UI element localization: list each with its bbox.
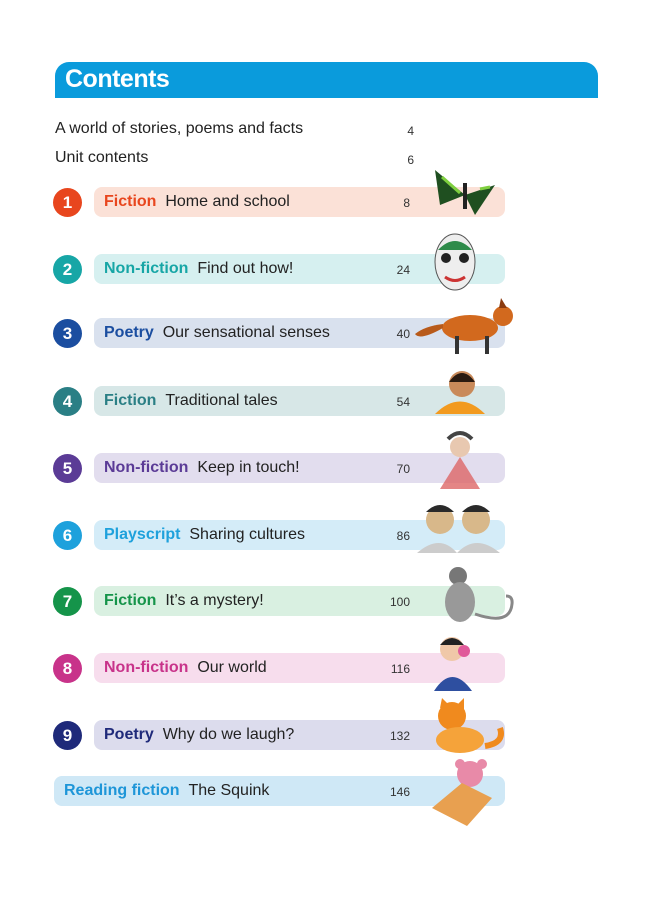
unit-title: Why do we laugh? bbox=[162, 726, 295, 743]
intro-item-page: 4 bbox=[407, 124, 414, 138]
squink-illustration bbox=[422, 758, 502, 833]
unit-genre: Non-fiction Keep in touch! bbox=[104, 459, 300, 476]
page-title: Contents bbox=[65, 65, 170, 93]
unit-genre: Fiction Traditional tales bbox=[104, 392, 278, 409]
contents-header bbox=[55, 62, 598, 98]
unit-number-badge: 7 bbox=[53, 587, 82, 616]
fox-illustration bbox=[415, 296, 525, 361]
unit-title: Our world bbox=[197, 659, 267, 676]
unit-title: Home and school bbox=[165, 193, 290, 210]
puppets-illustration bbox=[412, 498, 502, 558]
boy-headphones-illustration bbox=[430, 631, 480, 696]
unit-page: 70 bbox=[396, 462, 410, 476]
monkey-illustration bbox=[430, 564, 520, 634]
unit-title: Traditional tales bbox=[165, 392, 278, 409]
unit-page: 116 bbox=[390, 662, 410, 676]
unit-title: Sharing cultures bbox=[189, 526, 305, 543]
unit-page: 86 bbox=[396, 529, 410, 543]
unit-number-badge: 9 bbox=[53, 721, 82, 750]
unit-genre: Fiction Home and school bbox=[104, 193, 290, 210]
unit-title: Find out how! bbox=[197, 260, 294, 277]
unit-number-badge: 2 bbox=[53, 255, 82, 284]
unit-genre: Fiction It’s a mystery! bbox=[104, 592, 264, 609]
unit-number-badge: 8 bbox=[53, 654, 82, 683]
butterfly-illustration bbox=[430, 165, 500, 230]
unit-number-badge: 5 bbox=[53, 454, 82, 483]
doll-illustration bbox=[430, 431, 490, 496]
unit-title: The Squink bbox=[188, 782, 270, 799]
unit-page: 40 bbox=[396, 327, 410, 341]
unit-number-badge: 6 bbox=[53, 521, 82, 550]
unit-genre: Non-fiction Our world bbox=[104, 659, 267, 676]
unit-genre: Poetry Our sensational senses bbox=[104, 324, 330, 341]
unit-page: 146 bbox=[389, 785, 410, 799]
unit-genre: Poetry Why do we laugh? bbox=[104, 726, 295, 743]
opera-mask-illustration bbox=[430, 232, 480, 297]
unit-number-badge: 3 bbox=[53, 319, 82, 348]
unit-genre: Reading fiction The Squink bbox=[64, 782, 270, 799]
unit-page: 100 bbox=[389, 595, 410, 609]
intro-item-label[interactable]: A world of stories, poems and facts bbox=[55, 120, 304, 137]
girl-illustration bbox=[430, 364, 490, 419]
unit-number-badge: 4 bbox=[53, 387, 82, 416]
intro-item-page: 6 bbox=[407, 153, 414, 167]
unit-page: 132 bbox=[389, 729, 410, 743]
unit-page: 54 bbox=[396, 395, 410, 409]
intro-item-label[interactable]: Unit contents bbox=[55, 149, 149, 166]
unit-title: Our sensational senses bbox=[162, 324, 330, 341]
unit-title: It’s a mystery! bbox=[165, 592, 264, 609]
unit-number-badge: 1 bbox=[53, 188, 82, 217]
unit-title: Keep in touch! bbox=[197, 459, 300, 476]
unit-genre: Playscript Sharing cultures bbox=[104, 526, 305, 543]
unit-page: 24 bbox=[396, 263, 410, 277]
unit-page: 8 bbox=[403, 196, 410, 210]
cat-illustration bbox=[430, 698, 510, 758]
unit-genre: Non-fiction Find out how! bbox=[104, 260, 294, 277]
